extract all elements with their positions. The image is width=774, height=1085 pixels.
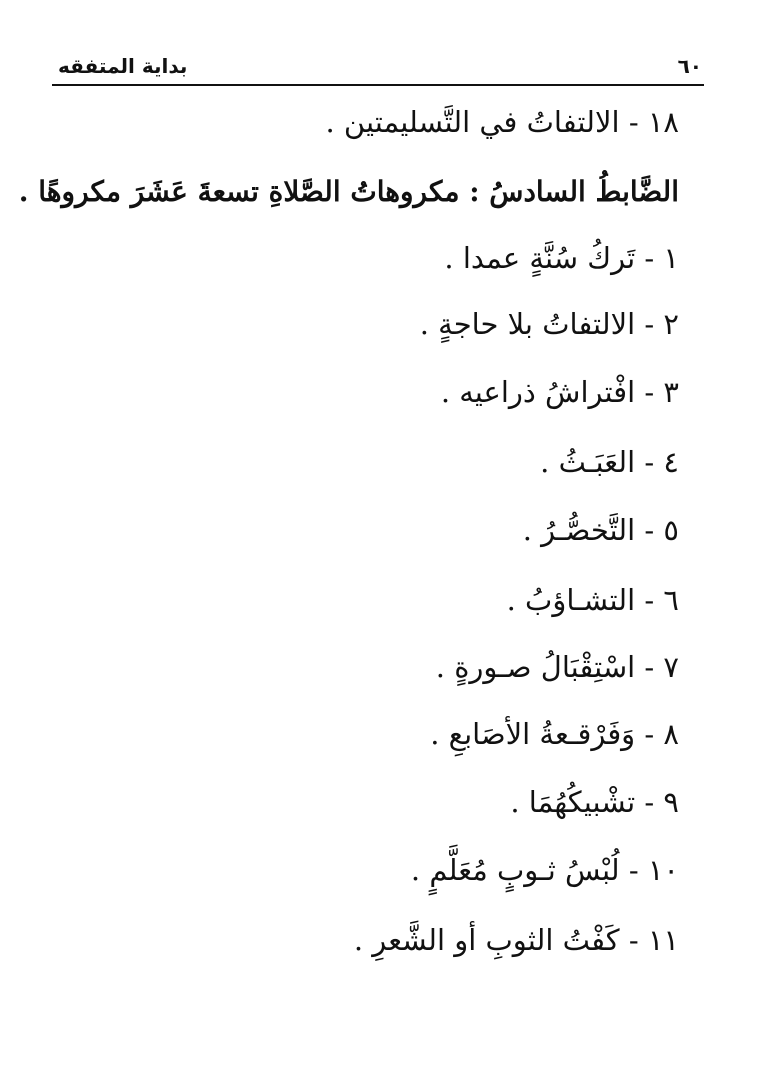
list-item: ٣ - افْتراشُ ذراعيه . bbox=[440, 375, 679, 409]
header-divider bbox=[52, 84, 704, 86]
list-item: ٤ - العَبَـثُ . bbox=[540, 445, 679, 479]
page-header bbox=[58, 44, 702, 80]
page-number: ٦٠ bbox=[677, 54, 702, 78]
list-item: ٨ - وَفَرْقـعةُ الأصَابعِ . bbox=[430, 717, 679, 751]
list-item: ٦ - التشـاؤبُ . bbox=[506, 583, 679, 617]
list-item: ١١ - كَفْتُ الثوبِ أو الشَّعرِ . bbox=[353, 923, 679, 957]
list-item: ١ - تَركُ سُنَّةٍ عمدا . bbox=[444, 241, 679, 275]
list-item: ٢ - الالتفاتُ بلا حاجةٍ . bbox=[419, 307, 679, 341]
list-item: ٥ - التَّخصُّـرُ . bbox=[522, 513, 679, 547]
text-line: ١٨ - الالتفاتُ في التَّسليمتين . bbox=[325, 105, 679, 139]
list-item: ١٠ - لُبْسُ ثـوبٍ مُعَلَّمٍ . bbox=[410, 853, 679, 887]
book-title: بداية المتفقه bbox=[58, 54, 188, 78]
list-item: ٧ - اسْتِقْبَالُ صـورةٍ . bbox=[435, 650, 679, 684]
section-heading: الضَّابطُ السادسُ : مكروهاتُ الصَّلاةِ تسعةَ عَشَرَ مكروهًا . bbox=[18, 175, 679, 208]
list-item: ٩ - تشْبيكُهُمَا . bbox=[510, 785, 679, 819]
